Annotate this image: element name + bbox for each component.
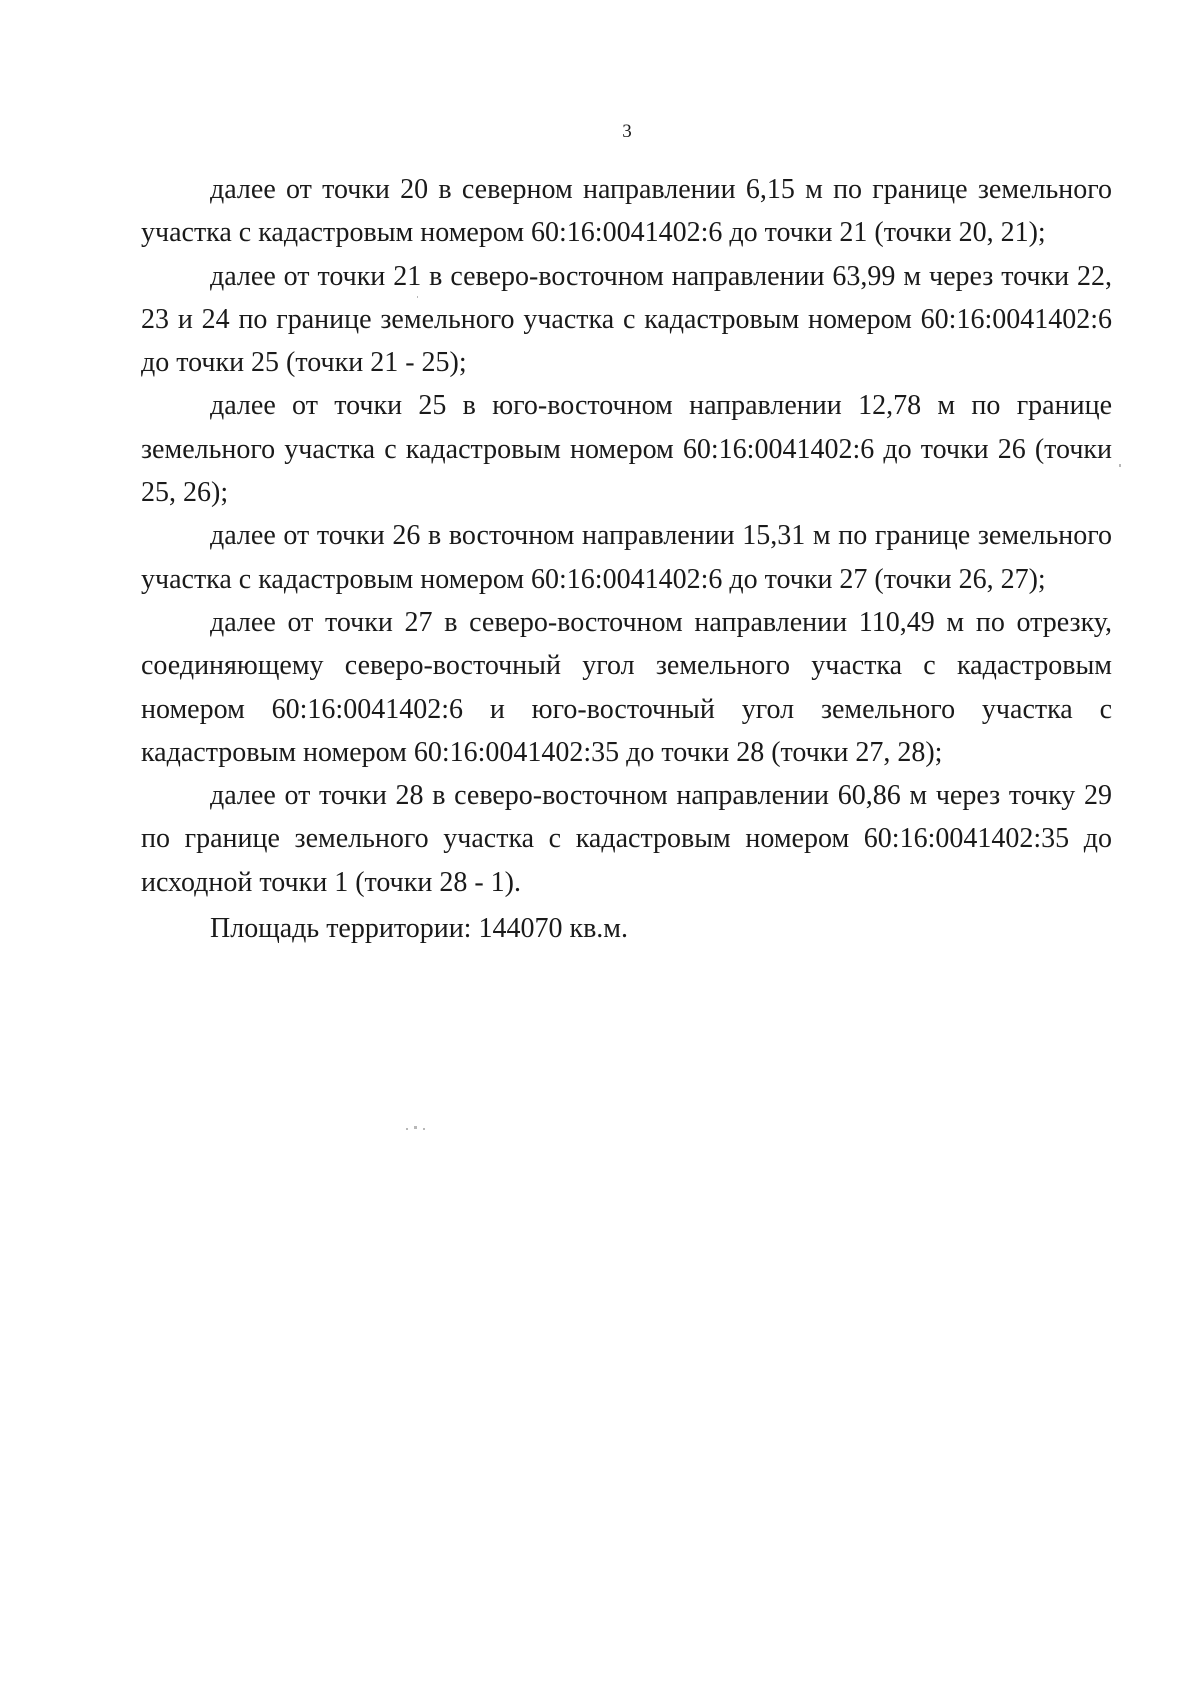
scan-speck xyxy=(414,1126,417,1129)
scan-speck xyxy=(417,296,418,298)
boundary-paragraph: далее от точки 26 в восточном направлении 15,31 м по границе земельного участка с кадастровым номером 60:16:0041402:6 до точки 27 (точки 26, 27); xyxy=(141,520,1112,595)
boundary-paragraph: далее от точки 21 в северо-восточном направлении 63,99 м через точки 22, 23 и 24 по границе земельного участка с кадастровым номером 60:16:0041402:6 до точки 25 (точки 21 - 25); xyxy=(141,260,1112,379)
scan-speck xyxy=(1119,464,1121,467)
scan-speck xyxy=(423,1128,425,1130)
scan-speck xyxy=(406,1128,408,1130)
page-number: 3 xyxy=(622,121,632,142)
document-body xyxy=(141,168,1112,950)
boundary-paragraph: далее от точки 20 в северном направлении 6,15 м по границе земельного участка с кадастровым номером 60:16:0041402:6 до точки 21 (точки 20, 21); xyxy=(141,174,1112,249)
area-statement: Площадь территории: 144070 кв.м. xyxy=(210,913,629,945)
boundary-paragraph: далее от точки 27 в северо-восточном направлении 110,49 м по отрезку, соединяющему северо-восточный угол земельного участка с кадастровым номером 60:16:0041402:6 и юго-восточный угол земельного участка с кадастровым номером 60:16:0041402:35 до точки 28 (точки 27, 28); xyxy=(141,606,1112,768)
boundary-paragraph: далее от точки 28 в северо-восточном направлении 60,86 м через точку 29 по границе земельного участка с кадастровым номером 60:16:0041402:35 до исходной точки 1 (точки 28 - 1). xyxy=(141,780,1112,898)
boundary-paragraph: далее от точки 25 в юго-восточном направлении 12,78 м по границе земельного участка с кадастровым номером 60:16:0041402:6 до точки 26 (точки 25, 26); xyxy=(141,390,1112,509)
